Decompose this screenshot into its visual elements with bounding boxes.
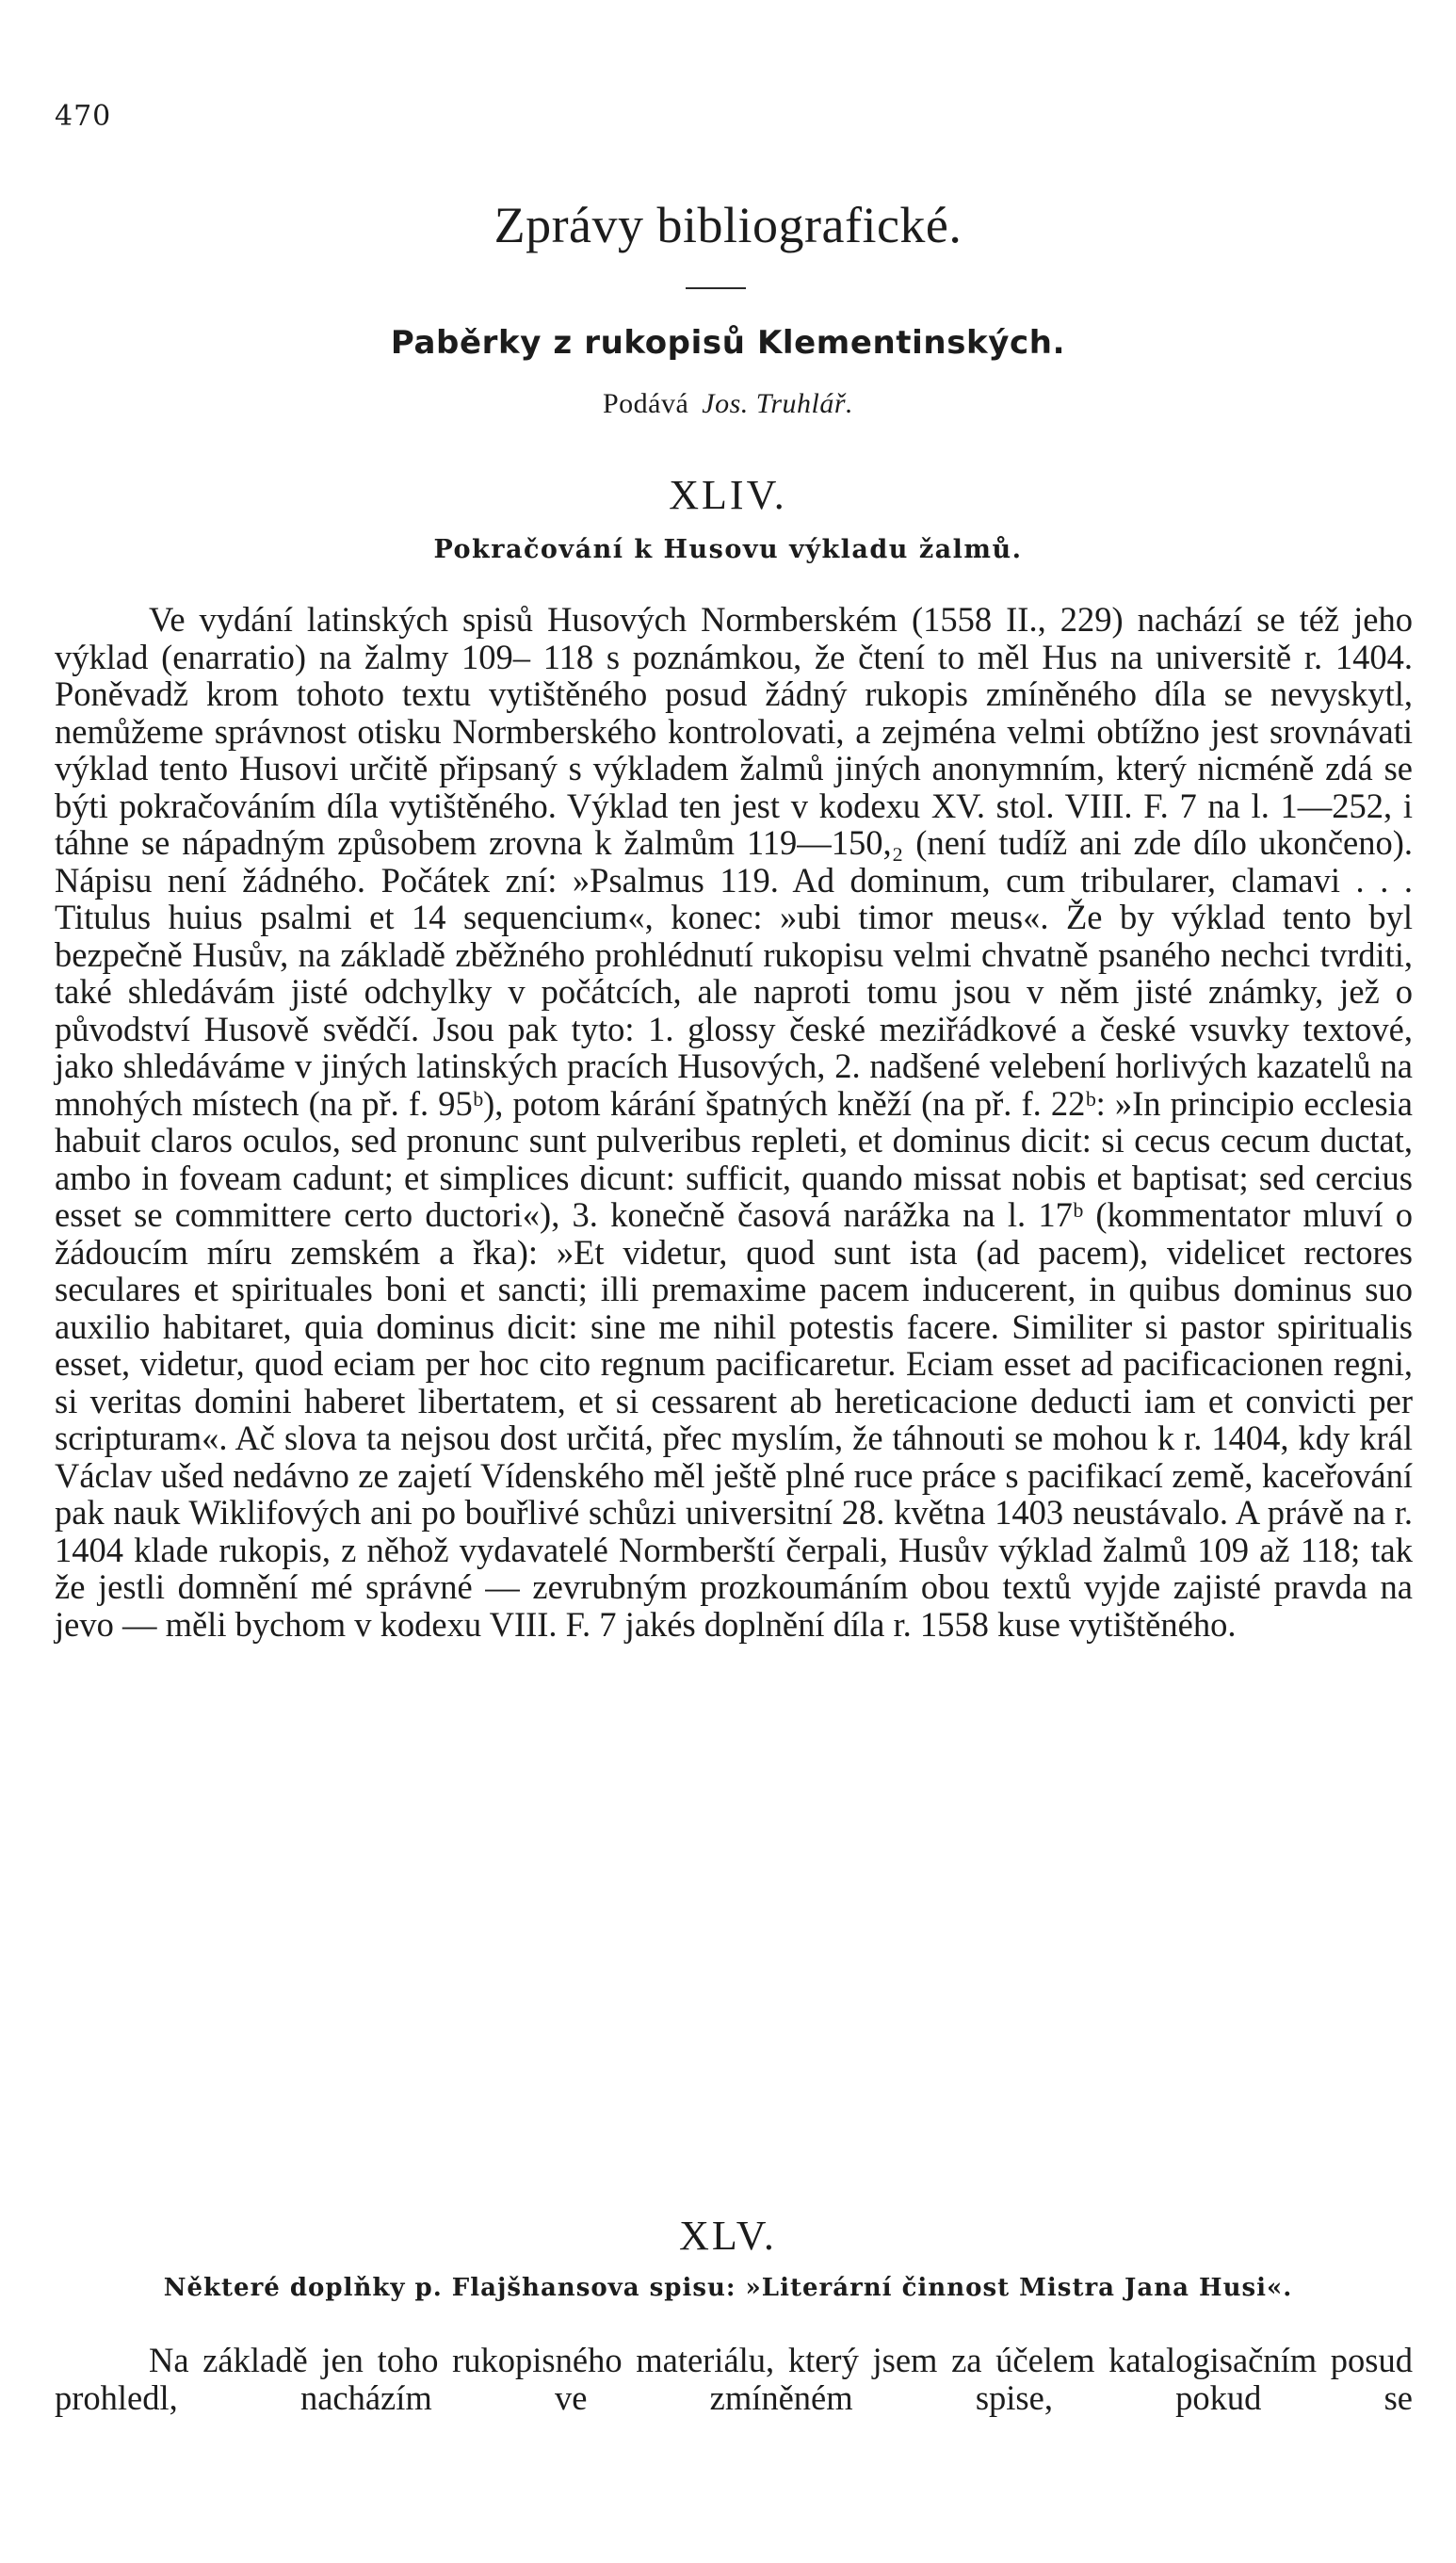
- part-numeral: XLIV.: [669, 472, 787, 518]
- section-title: Zprávy bibliografické.: [493, 197, 963, 253]
- article-title: Paběrky z rukopisů Klementinských.: [390, 324, 1066, 362]
- part-numeral: XLV.: [679, 2213, 777, 2259]
- page-number: 470: [55, 100, 112, 133]
- paragraph: Ve vydání latinských spisů Husových Normberském (1558 II., 229) nachází se též jeho výklad (enarratio) na žalmy 109– 118 s poznámkou, že čtení to měl Hus na universitě r. 1404. Poněvadž krom tohoto textu vytištěného posud žádný rukopis zmíněného díla se nevyskytl, nemůžeme správnost otisku Normberského kontrolovati, a zejména velmi obtížno jest srovnávati výklad tento Husovi určitě připsaný s výkladem žalmů jiných anonymním, který nicméně zdá se býti pokračováním díla vytištěného. Výklad ten jest v kodexu XV. stol. VIII. F. 7 na l. 1—252, i táhne se nápadným způsobem zrovna k žalmům 119—150,₂ (není tudíž ani zde dílo ukončeno). Nápisu není žádného. Počátek zní: »Psalmus 119. Ad dominum, cum tribularer, clamavi . . . Titulus huius psalmi et 14 sequencium«, konec: »ubi timor meus«. Že by výklad tento byl bezpečně Husův, na základě zběžného prohlédnutí rukopisu velmi chvatně psaného nechci tvrditi, také shledávám jisté odchylky v počátcích, ale naproti tomu jsou v něm jisté známky, jež o původství Husově svědčí. Jsou pak tyto: 1. glossy české meziřádkové a české vsuvky textové, jako shledáváme v jiných latinských pracích Husových, 2. nadšené velebení horlivých kazatelů na mnohých místech (na př. f. 95ᵇ), potom kárání špatných kněží (na př. f. 22ᵇ: »In principio ecclesia habuit claros oculos, sed pronunc sunt pulveribus repleti, et dominus dicit: si cecus cecum ductat, ambo in foveam cadunt; et simplices dicunt: sufficit, quando missat nobis et baptisat; sed cercius esset se committere certo ductori«), 3. konečně časová narážka na l. 17ᵇ (kommentator mluví o žádoucím míru zemském a řka): »Et videtur, quod sunt ista (ad pacem), videlicet rectores seculares et spirituales boni et sancti; illi premaxime pacem inducerent, in quibus dominus suo auxilio habitaret, quia dominus dicit: sine me nihil potestis facere. Similiter si pastor spiritualis esset, videtur, quod eciam per hoc cito regnum pacificaretur. Eciam esset ad pacificacionen regni, si veritas domini haberet libertatem, et si cessarent ab hereticacione deducti iam et convicti per scripturam«. Ač slova ta nejsou dost určitá, přec myslím, že táhnouti se mohou k r. 1404, kdy král Václav ušed nedávno ze zajetí Vídenského měl ještě plné ruce práce s pacifikací země, kaceřování pak nauk Wiklifových ani po bouřlivé schůzi universitní 28. května 1403 neustávalo. A právě na r. 1404 klade rukopis, z něhož vydavatelé Normberští čerpali, Husův výklad žalmů 109 až 118; tak že jestli domnění mé správné — zevrubným prozkoumáním obou textů vyjde zajisté pravda na jevo — měli bychom v kodexu VIII. F. 7 jakés doplnění díla r. 1558 kuse vytištěného.: [55, 600, 1413, 1644]
- byline: [0, 388, 1456, 420]
- part-subheading: Pokračování k Husovu výkladu žalmů.: [433, 535, 1023, 564]
- byline-prefix: Podává: [602, 388, 689, 419]
- part-subheading: Některé doplňky p. Flajšhansova spisu: »Literární činnost Mistra Jana Husi«.: [163, 2274, 1293, 2302]
- part-body: [55, 2342, 1413, 2416]
- title-divider: [686, 287, 746, 289]
- paragraph: Na základě jen toho rukopisného materiálu, který jsem za účelem katalogisačním posud prohledl, nacházím ve zmíněném spise, pokud se: [55, 2341, 1413, 2417]
- part-body: [55, 601, 1413, 1643]
- author-name: Jos. Truhlář.: [702, 388, 854, 419]
